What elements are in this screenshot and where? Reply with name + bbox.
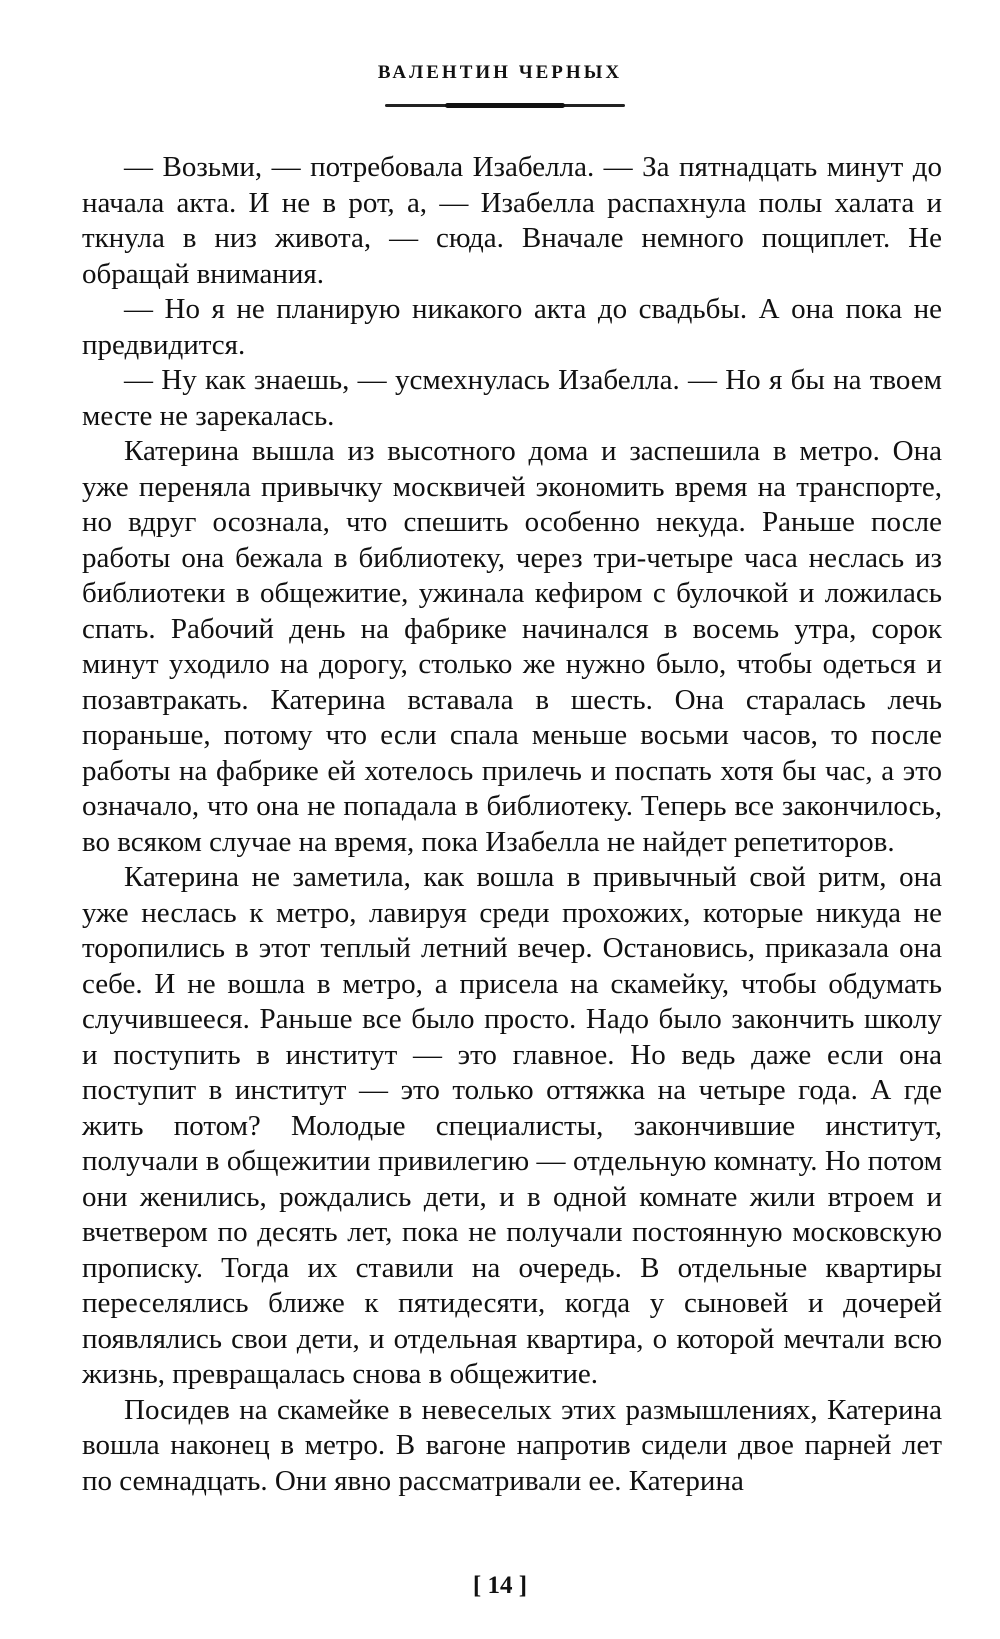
paragraph: Катерина вышла из высотного дома и заспешила в метро. Она уже переняла привычку москвичей экономить время на транспорте, но вдруг осознала, что спешить особенно некуда. Раньше после работы она бежала в библиотеку, через три-четыре часа неслась из библиотеки в общежитие, ужинала кефиром с булочкой и ложилась спать. Рабочий день на фабрике начинался в восемь утра, сорок минут уходило на дорогу, столько же нужно было, чтобы одеться и позавтракать. Катерина вставала в шесть. Она старалась лечь пораньше, потому что если спала меньше восьми часов, то после работы на фабрике ей хотелось прилечь и поспать хотя бы час, а это означало, что она не попадала в библиотеку. Теперь все закончилось, во всяком случае на время, пока Изабелла не найдет репетиторов. (82, 435, 942, 858)
header-rule (385, 104, 625, 107)
page-number: [ 14 ] (472, 1572, 528, 1599)
paragraph: Катерина не заметила, как вошла в привычный свой ритм, она уже неслась к метро, лавируя среди прохожих, которые никуда не торопились в этот теплый летний вечер. Остановись, приказала она себе. И не вошла в метро, а присела на скамейку, чтобы обдумать случившееся. Раньше все было просто. Надо было закончить школу и поступить в институт — это главное. Но ведь даже если она поступит в институт — это только оттяжка на четыре года. А где жить потом? Молодые специалисты, закончившие институт, получали в общежитии привилегию — отдельную комнату. Но потом они женились, рождались дети, и в одной комнате жили втроем и вчетвером по десять лет, пока не получали постоянную московскую прописку. Тогда их ставили на очередь. В отдельные квартиры переселялись ближе к пятидесяти, когда у сыновей и дочерей появлялись свои дети, и отдельная квартира, о которой мечтали всю жизнь, превращалась снова в общежитие. (82, 861, 942, 1390)
paragraph: — Но я не планирую никакого акта до свадьбы. А она пока не предвидится. (82, 293, 942, 361)
body-text (82, 150, 942, 1499)
paragraph: — Возьми, — потребовала Изабелла. — За пятнадцать минут до начала акта. И не в рот, а, — Изабелла распахнула полы халата и ткнула в низ живота, — сюда. Вначале немного пощиплет. Не обращай внимания. (82, 151, 942, 290)
paragraph: Посидев на скамейке в невеселых этих размышлениях, Катерина вошла наконец в метро. В вагоне напротив сидели двое парней лет по семнадцать. Они явно рассматривали ее. Катерина (82, 1393, 942, 1497)
paragraph: — Ну как знаешь, — усмехнулась Изабелла. — Но я бы на твоем месте не зарекалась. (82, 364, 942, 432)
running-head-author: ВАЛЕНТИН ЧЕРНЫХ (377, 62, 623, 83)
